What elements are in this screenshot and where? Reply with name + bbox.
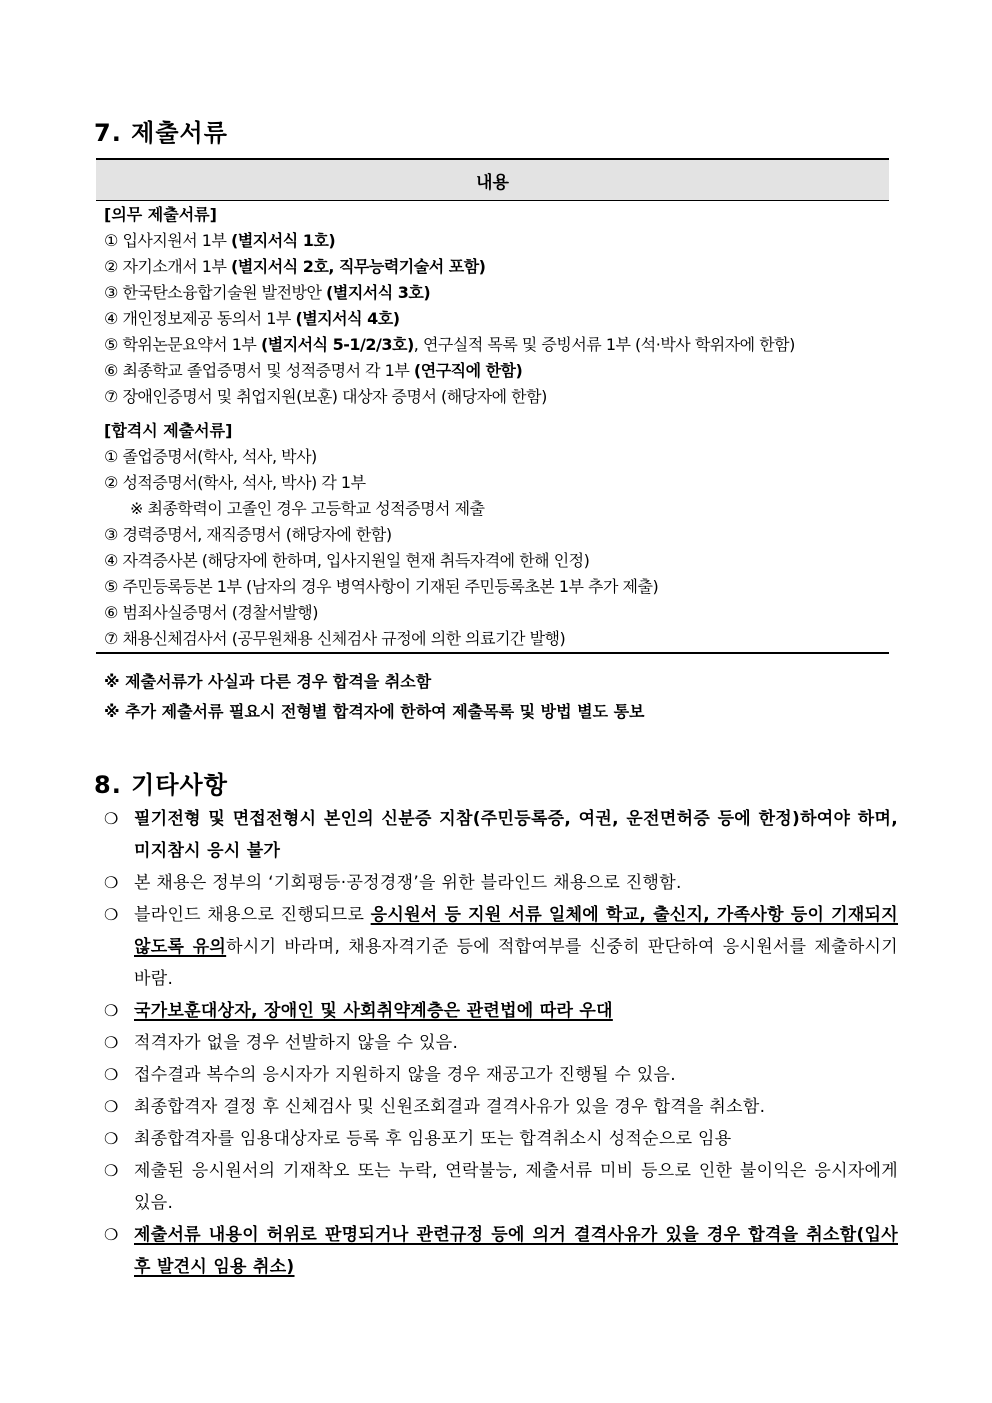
passed-docs-list xyxy=(104,444,889,652)
list-item xyxy=(104,1059,898,1091)
bullet-icon: ❍ xyxy=(104,873,119,892)
item-number: ② xyxy=(104,473,123,492)
note-item: ※ 제출서류가 사실과 다른 경우 합격을 취소함 xyxy=(104,672,432,691)
item-emphasis: 응시원서 등 지원 서류 일체에 학교, 출신지, 가족사항 등이 기재되지 않도록 유의 xyxy=(134,905,899,957)
list-item xyxy=(104,995,898,1027)
item-text: 필기전형 및 면접전형시 본인의 신분증 지참(주민등록증, 여권, 운전면허증 등에 한정)하여야 하며, 미지참시 응시 불가 xyxy=(134,809,898,861)
section-7-title: 7. 제출서류 xyxy=(94,119,228,147)
list-item xyxy=(104,470,889,496)
list-item xyxy=(104,1091,898,1123)
item-tail: , 연구실적 목록 및 증빙서류 1부 (석·박사 학위자에 한함) xyxy=(413,335,795,354)
item-text: 제출된 응시원서의 기재착오 또는 누락, 연락불능, 제출서류 미비 등으로 인한 불이익은 응시자에게 있음. xyxy=(134,1161,898,1213)
list-item xyxy=(104,254,889,280)
item-number: ⑤ xyxy=(104,577,123,596)
passed-docs-title: [합격시 제출서류] xyxy=(104,421,233,440)
item-text: 적격자가 없을 경우 선발하지 않을 수 있음. xyxy=(134,1033,459,1053)
item-text: 경력증명서, 재직증명서 (해당자에 한함) xyxy=(122,525,392,544)
item-number: ⑥ xyxy=(104,361,123,380)
item-form-note: (별지서식 2호, 직무능력기술서 포함) xyxy=(231,257,486,276)
item-form-note: (별지서식 3호) xyxy=(326,283,431,302)
item-number: ② xyxy=(104,257,123,276)
item-number: ① xyxy=(104,231,123,250)
etc-list xyxy=(104,803,898,1283)
mandatory-docs-title: [의무 제출서류] xyxy=(104,205,217,224)
list-item xyxy=(104,1155,898,1219)
list-item xyxy=(104,228,889,254)
list-item xyxy=(104,332,889,358)
list-item xyxy=(104,522,889,548)
bullet-icon: ❍ xyxy=(104,1033,119,1052)
item-text: 성적증명서(학사, 석사, 박사) 각 1부 xyxy=(122,473,366,492)
list-item xyxy=(104,358,889,384)
item-text: 범죄사실증명서 (경찰서발행) xyxy=(122,603,318,622)
bullet-icon: ❍ xyxy=(104,1065,119,1084)
item-number: ⑤ xyxy=(104,335,123,354)
item-number: ③ xyxy=(104,525,123,544)
note-item: ※ 추가 제출서류 필요시 전형별 합격자에 한하여 제출목록 및 방법 별도 통보 xyxy=(104,702,645,721)
item-text: 학위논문요약서 1부 xyxy=(122,335,261,354)
item-number: ① xyxy=(104,447,123,466)
item-text: 장애인증명서 및 취업지원(보훈) 대상자 증명서 (해당자에 한함) xyxy=(122,387,547,406)
item-text: 접수결과 복수의 응시자가 지원하지 않을 경우 재공고가 진행될 수 있음. xyxy=(134,1065,676,1085)
bullet-icon: ❍ xyxy=(104,905,119,924)
item-text: 한국탄소융합기술원 발전방안 xyxy=(122,283,327,302)
item-text: 국가보훈대상자, 장애인 및 사회취약계층은 관련법에 따라 우대 xyxy=(134,1001,613,1021)
item-text: 본 채용은 정부의 ‘기회평등·공정경쟁’을 위한 블라인드 채용으로 진행함. xyxy=(134,873,682,893)
mandatory-docs-list xyxy=(104,228,889,410)
list-item xyxy=(104,496,889,522)
bullet-icon: ❍ xyxy=(104,1097,119,1116)
list-item xyxy=(104,306,889,332)
item-text: 채용신체검사서 (공무원채용 신체검사 규정에 의한 의료기간 발행) xyxy=(122,629,566,648)
list-item xyxy=(104,600,889,626)
list-item xyxy=(104,1123,898,1155)
bullet-icon: ❍ xyxy=(104,1161,119,1180)
list-item xyxy=(104,574,889,600)
bullet-icon: ❍ xyxy=(104,809,119,828)
item-text: 졸업증명서(학사, 석사, 박사) xyxy=(122,447,317,466)
table-header: 내용 xyxy=(96,158,889,201)
item-number: ④ xyxy=(104,309,123,328)
list-item xyxy=(104,626,889,652)
list-item xyxy=(104,1219,898,1283)
item-number: ⑦ xyxy=(104,629,123,648)
list-item xyxy=(104,899,898,995)
item-text: 최종학교 졸업증명서 및 성적증명서 각 1부 xyxy=(122,361,414,380)
list-item xyxy=(104,444,889,470)
list-item xyxy=(104,280,889,306)
item-text: 자기소개서 1부 xyxy=(122,257,232,276)
item-number: ⑦ xyxy=(104,387,123,406)
table-body xyxy=(96,201,889,654)
list-item xyxy=(104,803,898,867)
item-text: 제출서류 내용이 허위로 판명되거나 관련규정 등에 의거 결격사유가 있을 경우 합격을 취소함(입사 후 발견시 임용 취소) xyxy=(134,1225,898,1277)
item-form-note: (별지서식 5-1/2/3호) xyxy=(260,335,414,354)
list-item xyxy=(104,548,889,574)
notes xyxy=(104,667,894,727)
item-text: 블라인드 채용으로 진행되므로 xyxy=(134,905,371,925)
item-text: 주민등록등본 1부 (남자의 경우 병역사항이 기재된 주민등록초본 1부 추가 제출) xyxy=(122,577,659,596)
item-number: ⑥ xyxy=(104,603,123,622)
item-number: ③ xyxy=(104,283,123,302)
item-text: ※ 최종학력이 고졸인 경우 고등학교 성적증명서 제출 xyxy=(130,499,485,518)
bullet-icon: ❍ xyxy=(104,1225,119,1244)
list-item xyxy=(104,384,889,410)
item-text: 입사지원서 1부 xyxy=(122,231,232,250)
item-text: 최종합격자 결정 후 신체검사 및 신원조회결과 결격사유가 있을 경우 합격을 취소함. xyxy=(134,1097,766,1117)
item-text: 하시기 바라며, 채용자격기준 등에 적합여부를 신중히 판단하여 응시원서를 제출하시기 바람. xyxy=(134,937,898,989)
bullet-icon: ❍ xyxy=(104,1129,119,1148)
documents-table xyxy=(96,158,889,654)
item-text: 최종합격자를 임용대상자로 등록 후 임용포기 또는 합격취소시 성적순으로 임용 xyxy=(134,1129,732,1149)
item-number: ④ xyxy=(104,551,123,570)
item-form-note: (별지서식 4호) xyxy=(295,309,400,328)
list-item xyxy=(104,1027,898,1059)
item-form-note: (별지서식 1호) xyxy=(231,231,336,250)
bullet-icon: ❍ xyxy=(104,1001,119,1020)
list-item xyxy=(104,867,898,899)
item-text: 개인정보제공 동의서 1부 xyxy=(122,309,296,328)
item-form-note: (연구직에 한함) xyxy=(413,361,523,380)
section-8-title: 8. 기타사항 xyxy=(94,771,228,799)
item-text: 자격증사본 (해당자에 한하며, 입사지원일 현재 취득자격에 한해 인정) xyxy=(122,551,590,570)
